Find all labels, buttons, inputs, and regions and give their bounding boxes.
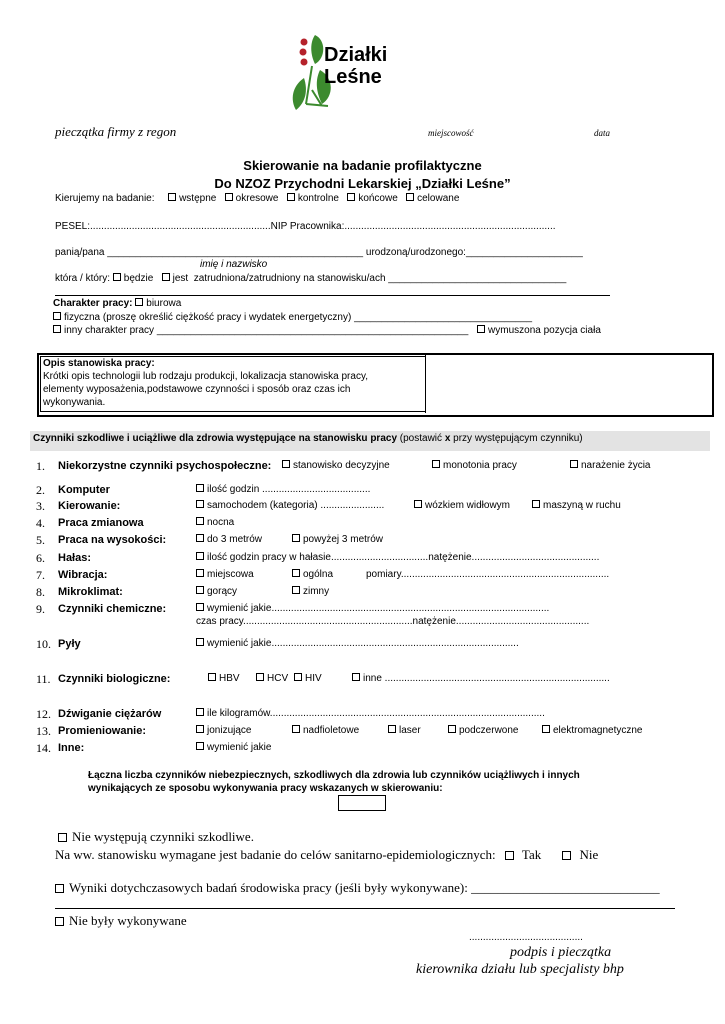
checkbox-icon[interactable]: [477, 325, 485, 333]
character-row: [53, 298, 181, 309]
description-text-3: wykonywania.: [43, 397, 106, 408]
employment-is[interactable]: jest: [162, 273, 189, 284]
checkbox-icon: [196, 586, 204, 594]
checkbox-icon: [448, 725, 456, 733]
checkbox-icon[interactable]: [287, 193, 295, 201]
factor-powyzej-3m[interactable]: powyżej 3 metrów: [292, 534, 383, 545]
factor-narazenie-zycia[interactable]: narażenie życia: [570, 460, 650, 471]
title-line2: Do NZOZ Przychodni Lekarskiej „Działki Leśne”: [214, 176, 511, 191]
checkbox-icon[interactable]: [406, 193, 414, 201]
checkbox-icon[interactable]: [55, 884, 64, 893]
exam-celowane[interactable]: celowane: [406, 193, 459, 204]
factor-goracy[interactable]: gorący: [196, 586, 237, 597]
factor-row-6: 6. Hałas: ilość godzin pracy w hałasie...................................natężenie..............................................: [36, 551, 600, 565]
total-line1: Łączna liczba czynników niebezpiecznych, szkodliwych dla zdrowia lub czynników uciążliwych i innych: [88, 770, 580, 781]
checkbox-icon[interactable]: [53, 325, 61, 333]
checkbox-icon: [505, 851, 514, 860]
factor-monotonia[interactable]: monotonia pracy: [432, 460, 517, 471]
checkbox-icon: [570, 460, 578, 468]
sanitary-yes[interactable]: Tak: [505, 847, 541, 862]
checkbox-icon: [292, 725, 300, 733]
factor-laser[interactable]: laser: [388, 725, 421, 736]
checkbox-icon[interactable]: [225, 193, 233, 201]
checkbox-icon: [562, 851, 571, 860]
factor-miejscowa[interactable]: miejscowa: [196, 569, 254, 580]
exam-type-row: [55, 193, 459, 204]
factor-row-5: 5. Praca na wysokości: do 3 metrów powyżej 3 metrów: [36, 533, 384, 547]
results-row[interactable]: Wyniki dotychczasowych badań środowiska pracy (jeśli były wykonywane): _____________________________: [55, 880, 660, 896]
factor-inne[interactable]: wymienić jakie: [196, 742, 271, 753]
checkbox-icon: [414, 500, 422, 508]
no-factors[interactable]: Nie występują czynniki szkodliwe.: [58, 829, 254, 845]
description-heading: Opis stanowiska pracy:: [43, 358, 155, 369]
signature-line1: podpis i pieczątka: [510, 945, 612, 960]
character-label: Charakter pracy:: [53, 298, 133, 309]
checkbox-icon: [292, 586, 300, 594]
exam-type-label: Kierujemy na badanie:: [55, 193, 155, 204]
checkbox-icon: [256, 673, 264, 681]
factor-row-14: 14. Inne: wymienić jakie: [36, 741, 272, 755]
sanitary-row: Na ww. stanowisku wymagane jest badanie do celów sanitarno-epidemiologicznych: Tak Nie: [55, 847, 599, 862]
factor-row-1: 1. Niekorzystne czynniki psychospołeczne: stanowisko decyzyjne monotonia pracy narażenie życia: [36, 459, 651, 473]
person-sublabel: imię i nazwisko: [200, 259, 268, 270]
checkbox-icon: [196, 500, 204, 508]
factor-do-3m[interactable]: do 3 metrów: [196, 534, 262, 545]
checkbox-icon: [432, 460, 440, 468]
checkbox-icon[interactable]: [53, 312, 61, 320]
checkbox-icon: [292, 569, 300, 577]
factor-podczerwone[interactable]: podczerwone: [448, 725, 518, 736]
factor-nocna[interactable]: nocna: [196, 517, 234, 528]
sanitary-no[interactable]: Nie: [562, 847, 598, 862]
exam-okresowe[interactable]: okresowe: [225, 193, 279, 204]
checkbox-icon[interactable]: [135, 298, 143, 306]
checkbox-icon: [282, 460, 290, 468]
factor-kilogramy[interactable]: ile kilogramów...................................................................................................: [196, 708, 545, 719]
place-label: miejscowość: [428, 128, 474, 138]
checkbox-icon: [352, 673, 360, 681]
character-office[interactable]: biurowa: [135, 298, 181, 309]
checkbox-icon[interactable]: [347, 193, 355, 201]
logo-line1: Działki: [324, 44, 388, 66]
factor-row-2: 2. Komputer ilość godzin .......................................: [36, 483, 371, 497]
factor-zimny[interactable]: zimny: [292, 586, 329, 597]
total-line2: wynikających ze sposobu wykonywania pracy wskazanych w skierowaniu:: [88, 783, 443, 794]
factor-halas[interactable]: ilość godzin pracy w hałasie...................................natężenie..............................................: [196, 552, 599, 563]
factor-row-8: 8. Mikroklimat: gorący zimny: [36, 585, 330, 599]
checkbox-icon: [196, 708, 204, 716]
checkbox-icon: [196, 569, 204, 577]
signature-line2: kierownika działu lub specjalisty bhp: [416, 962, 624, 977]
factor-row-11: 11. Czynniki biologiczne: HBV HCV HIV inne .................................................................................: [36, 672, 610, 686]
exam-koncowe[interactable]: końcowe: [347, 193, 397, 204]
checkbox-icon[interactable]: [162, 273, 170, 281]
divider: [55, 295, 610, 296]
factor-chemiczne-czas[interactable]: czas pracy.............................................................natężenie................................................: [196, 616, 590, 627]
factor-maszyna[interactable]: maszyną w ruchu: [532, 500, 621, 511]
checkbox-icon: [208, 673, 216, 681]
factor-row-12: 12. Dźwiganie ciężarów ile kilogramów...................................................................................................: [36, 707, 545, 721]
checkbox-icon[interactable]: [113, 273, 121, 281]
factor-wozkiem[interactable]: wózkiem widłowym: [414, 500, 510, 511]
factor-elektromagnetyczne[interactable]: elektromagnetyczne: [542, 725, 643, 736]
checkbox-icon[interactable]: [55, 917, 64, 926]
factor-jonizujace[interactable]: jonizujące: [196, 725, 251, 736]
logo: [282, 30, 422, 115]
character-physical[interactable]: fizyczna (proszę określić ciężkość pracy i wydatek energetyczny) ________________________________: [53, 312, 532, 323]
factor-ogolna[interactable]: ogólna: [292, 569, 333, 580]
checkbox-icon: [196, 742, 204, 750]
title-line1: Skierowanie na badanie profilaktyczne: [243, 158, 482, 173]
checkbox-icon: [292, 534, 300, 542]
factor-hiv[interactable]: HIV: [294, 673, 322, 684]
checkbox-icon: [542, 725, 550, 733]
checkbox-icon: [532, 500, 540, 508]
factor-samochodem[interactable]: samochodem (kategoria) .......................: [196, 500, 384, 511]
not-done-row[interactable]: Nie były wykonywane: [55, 913, 187, 929]
checkbox-icon: [196, 534, 204, 542]
factor-row-4: 4. Praca zmianowa nocna: [36, 516, 235, 530]
date-label: data: [594, 128, 611, 138]
employment-will[interactable]: będzie: [113, 273, 153, 284]
factor-nadfioletowe[interactable]: nadfioletowe: [292, 725, 359, 736]
factor-row-9: 9. Czynniki chemiczne: wymienić jakie.................................................................................................... czas pracy.............................................................natężenie................................................: [36, 602, 590, 627]
factor-row-7: 7. Wibracja: miejscowa ogólna pomiary...........................................................................: [36, 568, 610, 582]
checkbox-icon: [196, 552, 204, 560]
factors-header: Czynniki szkodliwe i uciążliwe dla zdrowia występujące na stanowisku pracy (postawić x przy występującym czynniku): [33, 433, 583, 444]
checkbox-icon: [294, 673, 302, 681]
total-input[interactable]: [338, 795, 386, 811]
checkbox-icon[interactable]: [168, 193, 176, 201]
description-text-2: elementy wyposażenia,podstawowe czynności i sposób oraz czas ich: [43, 384, 351, 395]
results-line: [55, 908, 675, 909]
factor-hcv[interactable]: HCV: [256, 673, 288, 684]
factor-row-3: 3. Kierowanie: samochodem (kategoria) ....................... wózkiem widłowym maszyną w ruchu: [36, 499, 621, 513]
factor-ilosc-godzin[interactable]: ilość godzin .......................................: [196, 484, 370, 495]
person-field[interactable]: panią/pana ______________________________________________ urodzoną/urodzonego:_____________________: [55, 247, 583, 258]
factor-pyly[interactable]: wymienić jakie.........................................................................................: [196, 638, 519, 649]
pesel-field[interactable]: PESEL:.................................................................NIP Pracownika:............................................................................: [55, 221, 556, 232]
signature-dots: .........................................: [469, 932, 583, 943]
logo-line2: Leśne: [324, 66, 382, 88]
checkbox-icon: [196, 603, 204, 611]
character-other[interactable]: inny charakter pracy ________________________________________________________ wymuszona pozycja ciała: [53, 325, 601, 336]
checkbox-icon: [196, 517, 204, 525]
checkbox-icon: [388, 725, 396, 733]
employment-row: która / który: będzie jest zatrudniona/zatrudniony na stanowisku/ach ________________________________: [55, 273, 567, 284]
factor-bio-inne[interactable]: inne .................................................................................: [352, 673, 610, 684]
factor-hbv[interactable]: HBV: [208, 673, 240, 684]
checkbox-icon: [196, 725, 204, 733]
description-text-1: Krótki opis technologii lub rodzaju produkcji, lokalizacja stanowiska pracy,: [43, 371, 368, 382]
factor-chemiczne[interactable]: wymienić jakie....................................................................................................: [196, 603, 549, 614]
exam-wstepne[interactable]: wstępne: [168, 193, 216, 204]
checkbox-icon: [196, 638, 204, 646]
factor-pomiary[interactable]: pomiary...........................................................................: [366, 569, 610, 580]
exam-kontrolne[interactable]: kontrolne: [287, 193, 339, 204]
factor-row-10: 10. Pyły wymienić jakie.........................................................................................: [36, 637, 519, 651]
factor-row-13: 13. Promieniowanie: jonizujące nadfioletowe laser podczerwone elektromagnetyczne: [36, 724, 643, 738]
factor-stanowisko-decyzyjne[interactable]: stanowisko decyzyjne: [282, 460, 390, 471]
stamp-label: pieczątka firmy z regon: [55, 124, 177, 139]
checkbox-icon: [196, 484, 204, 492]
checkbox-icon[interactable]: [58, 833, 67, 842]
